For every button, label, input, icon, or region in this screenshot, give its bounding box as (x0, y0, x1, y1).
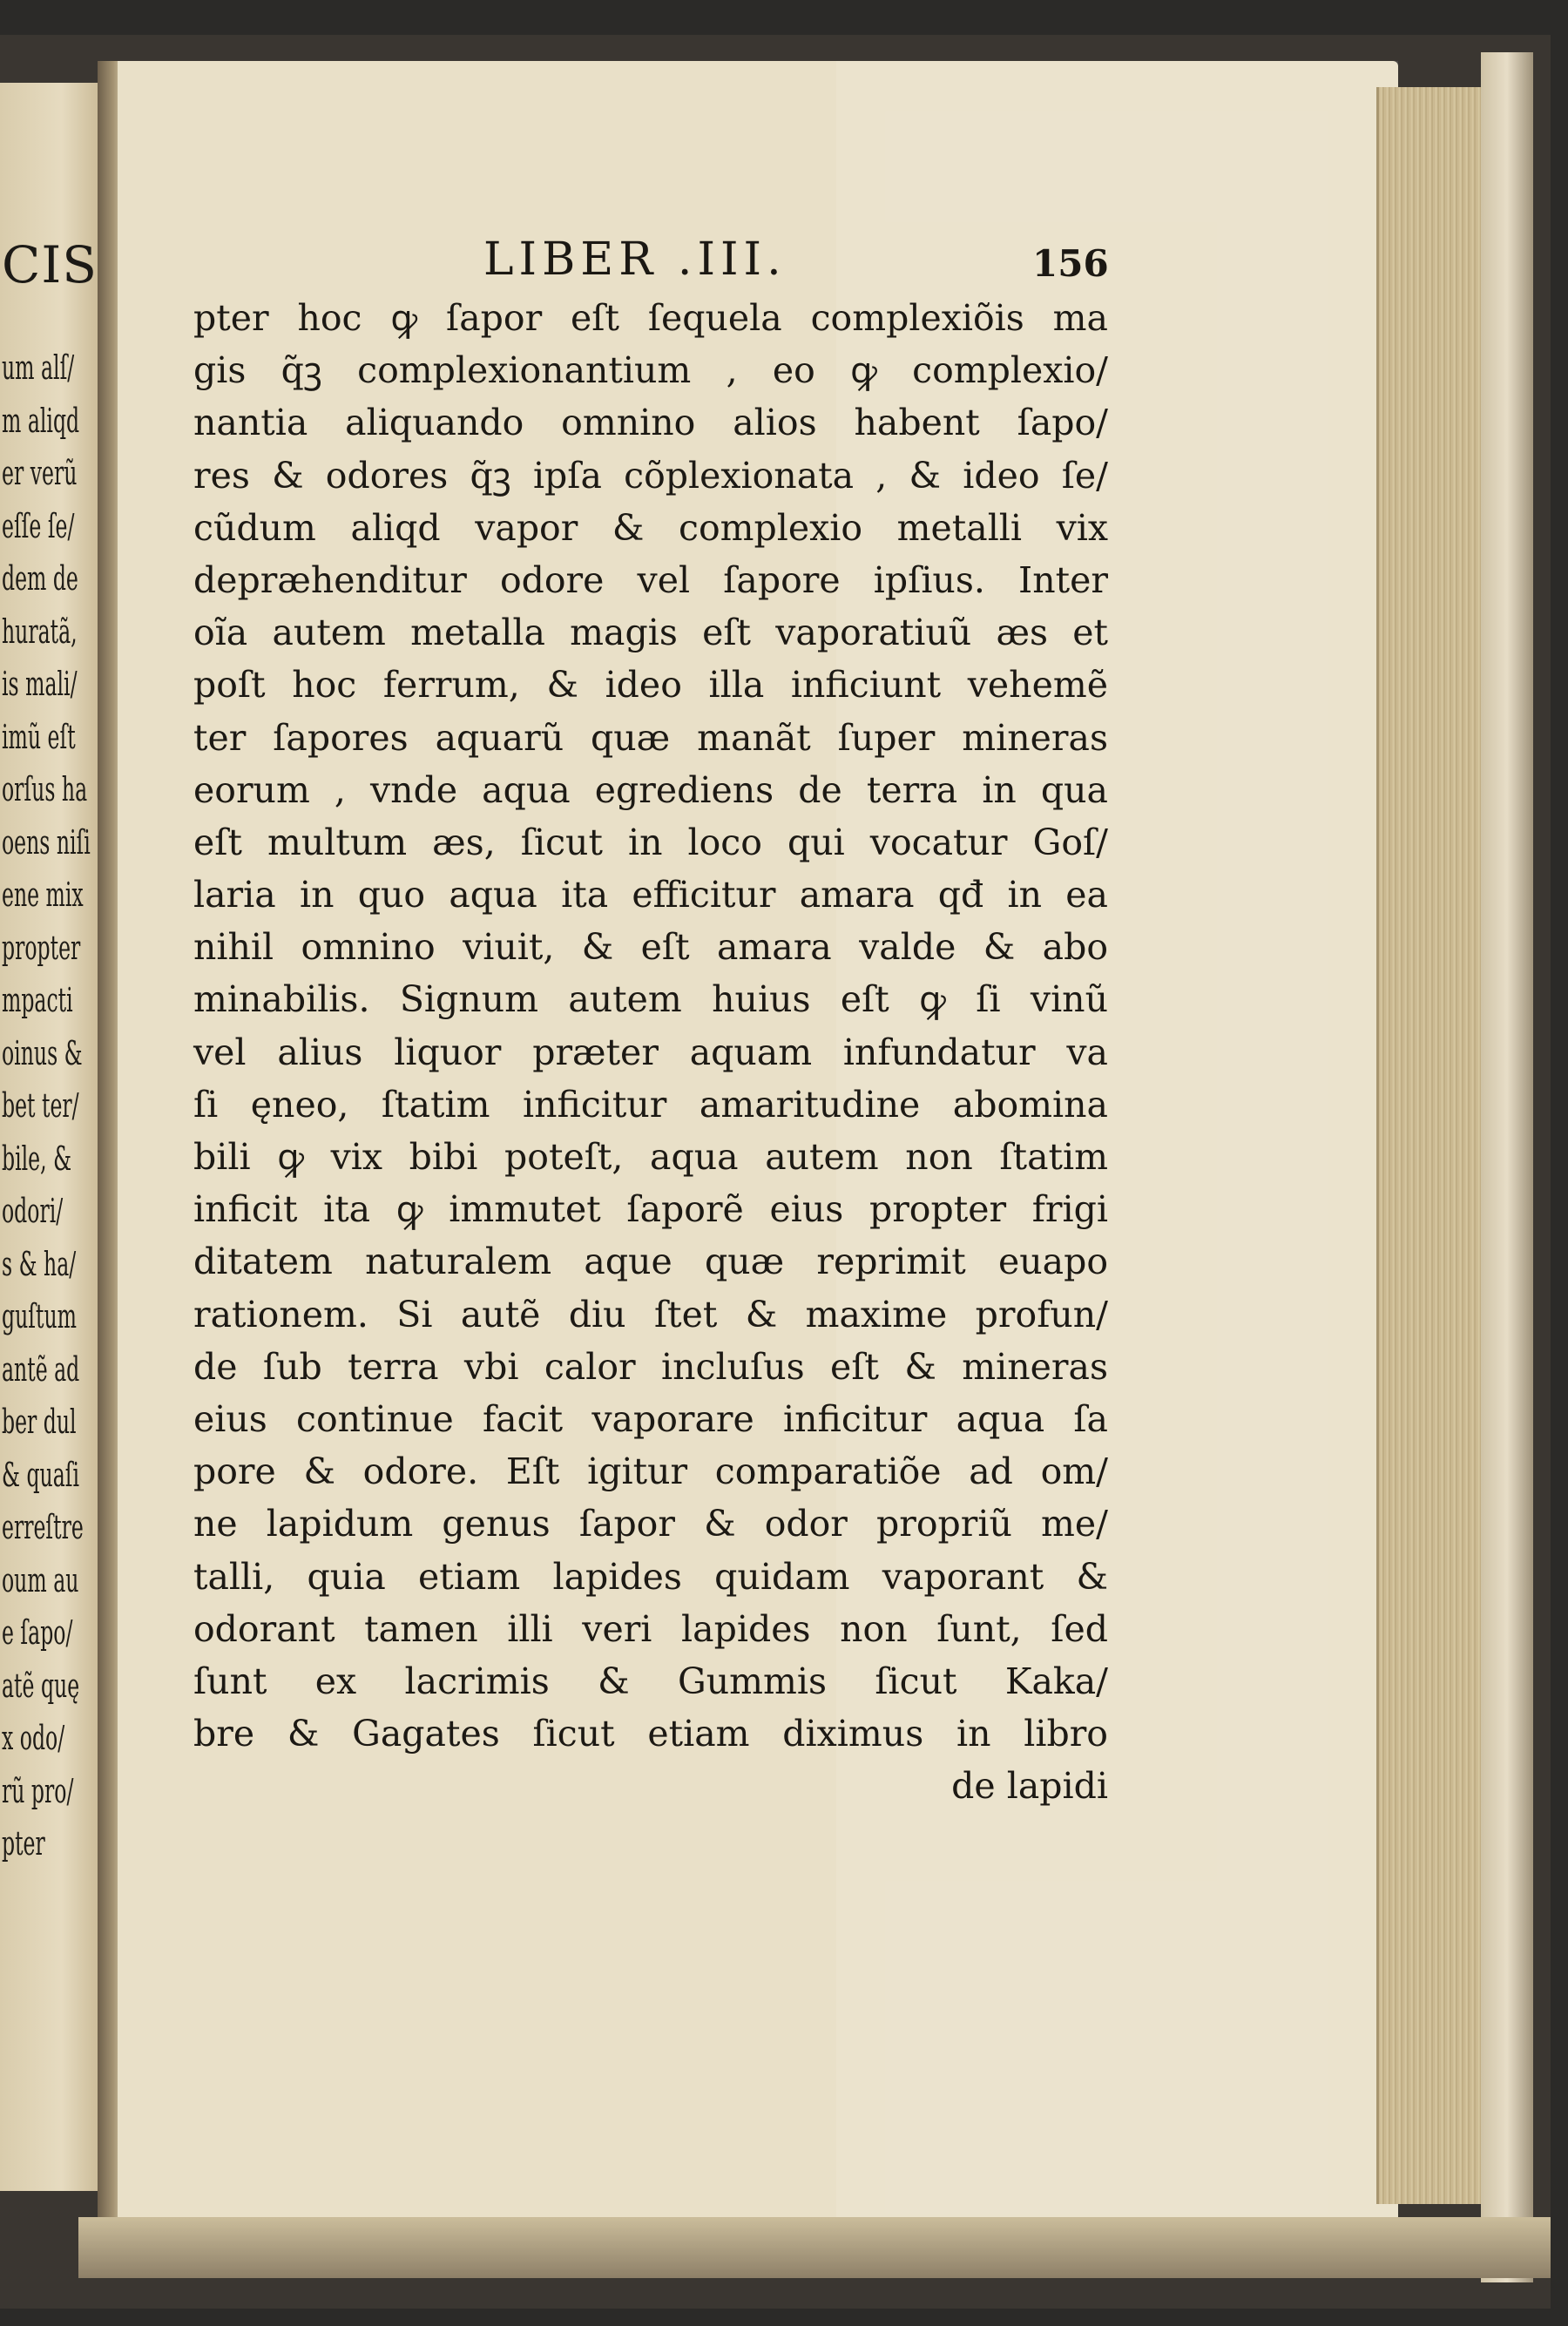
cover-edge (1481, 52, 1533, 2282)
text-line: inficit ita ꝙ immutet ſaporẽ eius propter frigi (193, 1188, 1108, 1231)
verso-line-fragment: mpacti (2, 981, 73, 1019)
text-line: vel alius liquor præter aquam infundatur va (193, 1031, 1108, 1073)
verso-line-fragment: oum au (2, 1560, 79, 1599)
text-line: talli, quia etiam lapides quidam vaporant & (193, 1555, 1108, 1598)
text-line: bre & Gagates ſicut etiam diximus in libro (193, 1713, 1108, 1755)
text-line: nihil omnino viuit, & eſt amara valde & abo (193, 926, 1108, 969)
verso-line-fragment: erreſtre (2, 1508, 84, 1546)
folio-number: 156 (1032, 242, 1109, 285)
text-line: pore & odore. Eſt igitur comparatiõe ad om/ (193, 1450, 1108, 1493)
verso-line-fragment: odori/ (2, 1192, 64, 1230)
verso-line-fragment: m aliqd (2, 401, 80, 440)
body-text (193, 292, 1108, 1812)
text-line: eſt multum æs, ſicut in loco qui vocatur Goſ/ (193, 821, 1108, 863)
text-line: nantia aliquando omnino alios habent ſapo/ (193, 402, 1108, 444)
text-line: gis q̃ꝫ complexionantium , eo ꝙ complexio/ (193, 349, 1108, 392)
page-fore-edge (1376, 87, 1484, 2204)
verso-line-fragment: e ſapo/ (2, 1613, 73, 1652)
text-line: rationem. Si autẽ diu ſtet & maxime profun/ (193, 1293, 1108, 1335)
verso-line-fragment: guſtum (2, 1297, 77, 1335)
text-line: minabilis. Signum autem huius eſt ꝙ ſi vinũ (193, 978, 1108, 1021)
verso-line-fragment: huratã, (2, 612, 78, 651)
text-line: ſi ęneo, ſtatim inficitur amaritudine abomina (193, 1083, 1108, 1126)
verso-line-fragment: ber dul (2, 1403, 77, 1441)
text-line: de ſub terra vbi calor incluſus eſt & mineras (193, 1345, 1108, 1388)
text-line: eorum , vnde aqua egrediens de terra in qua (193, 768, 1108, 811)
verso-line-fragment: bile, & (2, 1139, 72, 1178)
text-line: ne lapidum genus ſapor & odor propriũ me/ (193, 1503, 1108, 1545)
text-line: depræhenditur odore vel ſapore ipſius. Inter (193, 558, 1108, 601)
text-line: ditatem naturalem aque quæ reprimit euapo (193, 1241, 1108, 1283)
text-line: cũdum aliqd vapor & complexio metalli vix (193, 506, 1108, 549)
verso-page-fragment (0, 83, 103, 2191)
verso-line-fragment: er verũ (2, 454, 78, 492)
verso-line-fragment: atẽ quę (2, 1666, 80, 1705)
verso-line-fragment: is mali/ (2, 665, 78, 703)
verso-line-fragment: oinus & (2, 1033, 83, 1072)
verso-line-fragment: eſſe ſe/ (2, 506, 75, 545)
verso-line-fragment: antẽ ad (2, 1349, 80, 1389)
catchword: de lapidi (951, 1765, 1108, 1808)
text-line: ter ſapores aquarũ quæ manãt ſuper mineras (193, 716, 1108, 759)
verso-line-fragment: oens niſi (2, 822, 91, 862)
verso-line-fragment: imũ eſt (2, 717, 76, 756)
verso-line-fragment: ene mix (2, 876, 84, 914)
verso-line-fragment: x odo/ (2, 1719, 65, 1757)
text-line: pter hoc ꝙ ſapor eſt ſequela complexiõis ma (193, 297, 1108, 339)
text-line: ſunt ex lacrimis & Gummis ſicut Kaka/ (193, 1660, 1108, 1702)
text-line: bili ꝙ vix bibi poteſt, aqua autem non ſtatim (193, 1136, 1108, 1178)
verso-line-fragment: s & ha/ (2, 1244, 77, 1283)
running-title: LIBER .III. (483, 233, 787, 286)
verso-header-fragment: CIS (2, 235, 98, 294)
verso-line-fragment: dem de (2, 559, 78, 598)
text-line: odorant tamen illi veri lapides non ſunt, ſed (193, 1607, 1108, 1650)
page-bottom-edge (78, 2217, 1551, 2278)
verso-line-fragment: & quaſi (2, 1455, 80, 1494)
verso-line-fragment: bet ter/ (2, 1086, 79, 1125)
text-line: oĩa autem metalla magis eſt vaporatiuũ æs et (193, 612, 1108, 654)
text-line: res & odores q̃ꝫ ipſa cõplexionata , & ideo ſe/ (193, 454, 1108, 497)
verso-line-fragment: orſus ha (2, 770, 88, 808)
text-line: eius continue facit vaporare inficitur aqua ſa (193, 1397, 1108, 1440)
verso-line-fragment: pter (2, 1824, 45, 1863)
text-line: laria in quo aqua ita efficitur amara qđ in ea (193, 874, 1108, 916)
verso-line-fragment: propter (2, 928, 81, 967)
verso-line-fragment: rũ pro/ (2, 1771, 74, 1810)
text-line: poſt hoc ferrum, & ideo illa inficiunt vehemẽ (193, 664, 1108, 707)
verso-line-fragment: um alſ/ (2, 348, 75, 387)
